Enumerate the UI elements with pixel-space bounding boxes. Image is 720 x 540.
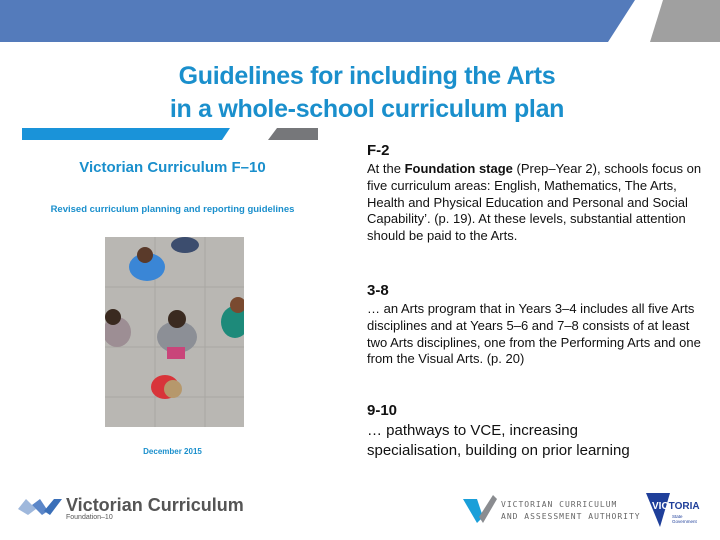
cover-subtitle: Revised curriculum planning and reporting guidelines	[50, 204, 295, 215]
section-heading: 9-10	[367, 402, 398, 419]
section-3-8	[367, 282, 707, 368]
section-text: … an Arts program that in Years 3–4 includes all five Arts disciplines and at Years 5–6 and 7–8 consists of at least two Arts disciplines, one from the Performing Arts and one from the Visual Arts. (p. 20)	[367, 301, 701, 367]
section-text	[367, 161, 707, 245]
text-pre: At the	[367, 161, 405, 176]
vcaa-logo-icon	[463, 495, 499, 525]
section-f-2	[367, 142, 707, 245]
cover-title: Victorian Curriculum F–10	[79, 159, 266, 176]
vcaa-logo-text	[501, 499, 641, 523]
section-heading: F-2	[367, 142, 390, 159]
text-post: (Prep–Year 2), schools focus on five curriculum areas: English, Mathematics, The Arts, Health and Physical Education and Personal and Social Capability’. (p. 19). At these levels, substantial attention should be paid to the Arts.	[367, 161, 702, 244]
vic-logo-rest: TORIA	[668, 501, 700, 512]
title-line-2: in a whole-school curriculum plan	[169, 95, 565, 123]
vcaa-line-2: AND ASSESSMENT AUTHORITY	[501, 512, 641, 521]
victorian-curriculum-logo-icon	[18, 495, 62, 517]
title-underline-bars	[0, 126, 330, 142]
svg-text:Government: Government	[672, 519, 697, 524]
svg-text:State: State	[672, 514, 683, 519]
vcaa-line-1: VICTORIAN CURRICULUM	[501, 500, 618, 509]
vc-logo-name: Victorian Curriculum	[66, 495, 244, 515]
slide-title	[100, 60, 634, 126]
cover-date: December 2015	[143, 447, 202, 456]
section-text: … pathways to VCE, increasing specialisation, building on prior learning	[367, 422, 630, 459]
section-9-10	[367, 402, 667, 461]
svg-text:VICTORIA: VICTORIA	[652, 501, 700, 512]
title-line-1: Guidelines for including the Arts	[178, 62, 556, 90]
vc-logo-sub: Foundation–10	[66, 514, 113, 521]
text-bold: Foundation stage	[404, 161, 513, 176]
cover-photo	[105, 237, 244, 427]
header-band	[0, 0, 720, 42]
section-heading: 3-8	[367, 282, 389, 299]
victoria-state-government-logo	[646, 493, 708, 529]
